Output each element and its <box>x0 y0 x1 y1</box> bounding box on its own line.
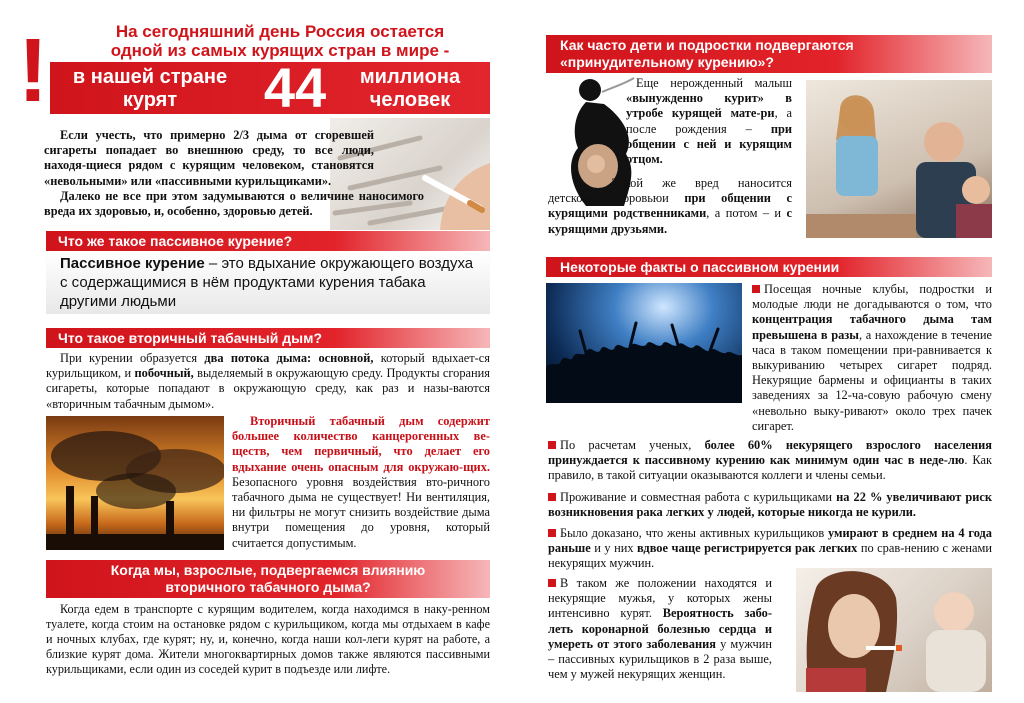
nightclub-crowd-photo <box>546 283 742 403</box>
mother-illustration <box>796 568 992 692</box>
fact2-text-c: . Как правило, в такой ситуации оказываются коллеги и члены семьи. <box>548 453 992 483</box>
section-title-secondhand: Что такое вторичный табачный дым? <box>46 328 490 348</box>
fact4-text-a: Было доказано, что жены активных курильщиков <box>560 526 828 540</box>
headline-line1: На сегодняшний день Россия остается <box>115 22 445 41</box>
bullet-square-icon <box>548 529 556 537</box>
factory-smoke-photo <box>46 416 224 550</box>
section-title-adults <box>46 560 490 598</box>
fact4-text-b: умирают в среднем на 4 года раньше <box>548 526 992 556</box>
family-smoking-photo <box>806 80 992 238</box>
bullet-square-icon <box>548 579 556 587</box>
fact-3 <box>548 490 992 520</box>
children-text-a: Еще нерожденный малыш <box>636 76 792 90</box>
factory-silhouette <box>46 416 224 550</box>
bullet-square-icon <box>548 493 556 501</box>
big-number: 44 <box>263 56 327 119</box>
children-text-h: с курящими друзьями. <box>548 206 792 236</box>
fact-1 <box>752 282 992 434</box>
children-text-d: при общении с ней и курящим отцом. <box>626 121 792 167</box>
fact3-text-b: на 22 % увеличивают риск возникновения рака легких у людей, которые никогда не курили. <box>548 490 993 520</box>
fact2-text-b: более 60% некурящего взрослого населения принуждается к пассивному курению как минимум один час в неде-лю <box>548 438 992 468</box>
secondhand-text-d: побочный, <box>134 366 194 381</box>
right-page <box>512 0 1024 703</box>
fact-5 <box>548 576 772 682</box>
children-text-c: , а после рождения – <box>626 106 792 136</box>
children-paragraph-2 <box>548 176 792 237</box>
mother-smoking-photo <box>796 568 992 692</box>
children-title-line2: «принудительному курению»? <box>560 53 774 70</box>
section-title-passive: Что же такое пассивное курение? <box>46 231 490 251</box>
secondhand-text-b: два потока дыма: основной, <box>204 351 374 365</box>
section-title-facts: Некоторые факты о пассивном курении <box>546 257 992 277</box>
fact-2 <box>548 438 992 484</box>
fact4-text-e: по срав-нению с женами некурящих мужчин. <box>548 541 992 571</box>
adults-paragraph: Когда едем в транспорте с курящим водителем, когда находимся в наку-ренном туалете, когда стоим на остановке рядом с курильщиком, когда мы отдыхаем в кафе и ночных клубах, где курят; ну, и, конечно, когда наши кол-леги курят на работе, а близкие курят дома. Жители многоквартирных домов также являются пассивными курильщиками, если один из соседей курит в подъезде или лифте. <box>46 602 490 676</box>
secondhand-rest-text: Безопасного уровня воздействия вто-ричного табачного дыма не существует! Ни вентиляция, ни фильтры не могут снизить воздействие дыма внутри помещения до уровня, который считается допустимым. <box>232 474 490 550</box>
fact5-text-b: Вероятность забо-леть коронарной болезнью сердца и умереть от этого заболевания <box>548 606 772 651</box>
headline-banner <box>50 56 490 119</box>
secondhand-paragraph <box>46 351 490 412</box>
children-text-f: при общении с курящими родственниками <box>548 191 792 221</box>
children-text-e: Такой же вред наносится детскому здоровьюи <box>548 176 792 206</box>
bullet-square-icon <box>548 441 556 449</box>
fact4-text-c: и у них <box>590 541 638 556</box>
fact2-text-a: По расчетам ученых, <box>560 438 705 452</box>
fact3-text-a: Проживание и совместная работа с курильщиками <box>560 490 837 504</box>
definition-term: Пассивное курение <box>60 255 205 272</box>
fact4-text-d: вдвое чаще регистрируется рак легких <box>637 541 858 556</box>
fact1-text-a: Посещая ночные клубы, подростки и молодые люди не догадываются о том, что <box>752 282 992 312</box>
secondhand-warning <box>232 414 490 551</box>
definition-text <box>60 254 480 311</box>
children-text-b: «вынужденно курит» в утробе курящей мате-ри <box>626 91 792 121</box>
fact1-text-b: концентрация табачного дыма там превышена в разы <box>752 312 992 342</box>
bullet-square-icon <box>752 285 760 293</box>
adults-title-line1: Когда мы, взрослые, подвергаемся влиянию <box>110 562 426 578</box>
section-title-children <box>546 35 992 73</box>
banner-left-line2: курят <box>122 89 178 111</box>
fact1-text-c: , а нахождение в течение часа в таком помещении при-равнивается к выкуриванию четырех сигарет подряд. Некурящие бармены и официанты в таких заведениях за 12-ча-совую рабочую смену «невольно выку-ривают» около трех пачек сигарет. <box>752 327 992 433</box>
children-text-g: , а потом – и <box>706 206 787 221</box>
secondhand-red-text: Вторичный табачный дым содержит большее количество канцерогенных ве-ществ, чем первичный, что делает его вдыхание очень опасным для окружаю-щих. <box>232 414 490 474</box>
definition-body: – это вдыхание окружающего воздуха с содержащимися в нём продуктами курения табака другими людьми <box>60 255 474 310</box>
family-illustration <box>806 80 992 238</box>
secondhand-text-e: выделяемый в окружающую среду. Продукты сгорания сигареты, которые попадают в окружающую среду, как раз и назы-ваются «вторичным табачным дымом». <box>46 366 490 411</box>
headline-line2: одной из самых курящих стран в мире - <box>110 41 450 60</box>
definition-box <box>46 252 490 314</box>
intro-paragraph-1: Если учесть, что примерно 2/3 дыма от сгоревшей сигареты попадает во внешнюю среду, то все люди, находя-щиеся рядом с курящим человеком, становятся «невольными» или «пассивными курильщиками». <box>44 128 374 188</box>
exclamation-mark: ! <box>18 21 48 121</box>
fact5-text-c: у мужчин – пассивных курильщиков в 2 раза выше, чем у мужей некурящих женщин. <box>548 636 772 682</box>
secondhand-text-c: который вдыхает-ся курильщиком, и <box>46 351 490 381</box>
secondhand-text-a: При курении образуется <box>60 351 205 365</box>
intro-paragraph-2: Далеко не все при этом задумываются о величине наносимого вреда их здоровью, и, особенно, здоровью детей. <box>44 189 424 219</box>
banner-right-line2: человек <box>369 89 451 111</box>
children-paragraph-1 <box>626 76 792 167</box>
fact5-text-a: В таком же положении находятся и некурящие мужья, у которых жены интенсивно курят. <box>548 576 772 621</box>
banner-left-line1: в нашей стране <box>72 66 228 88</box>
banner-right-line1: миллиона <box>359 66 461 88</box>
adults-title-line2: вторичного табачного дыма? <box>165 578 371 595</box>
children-title-line1: Как часто дети и подростки подвергаются <box>560 37 854 53</box>
fact-4 <box>548 526 992 572</box>
crowd-silhouette <box>546 283 742 403</box>
